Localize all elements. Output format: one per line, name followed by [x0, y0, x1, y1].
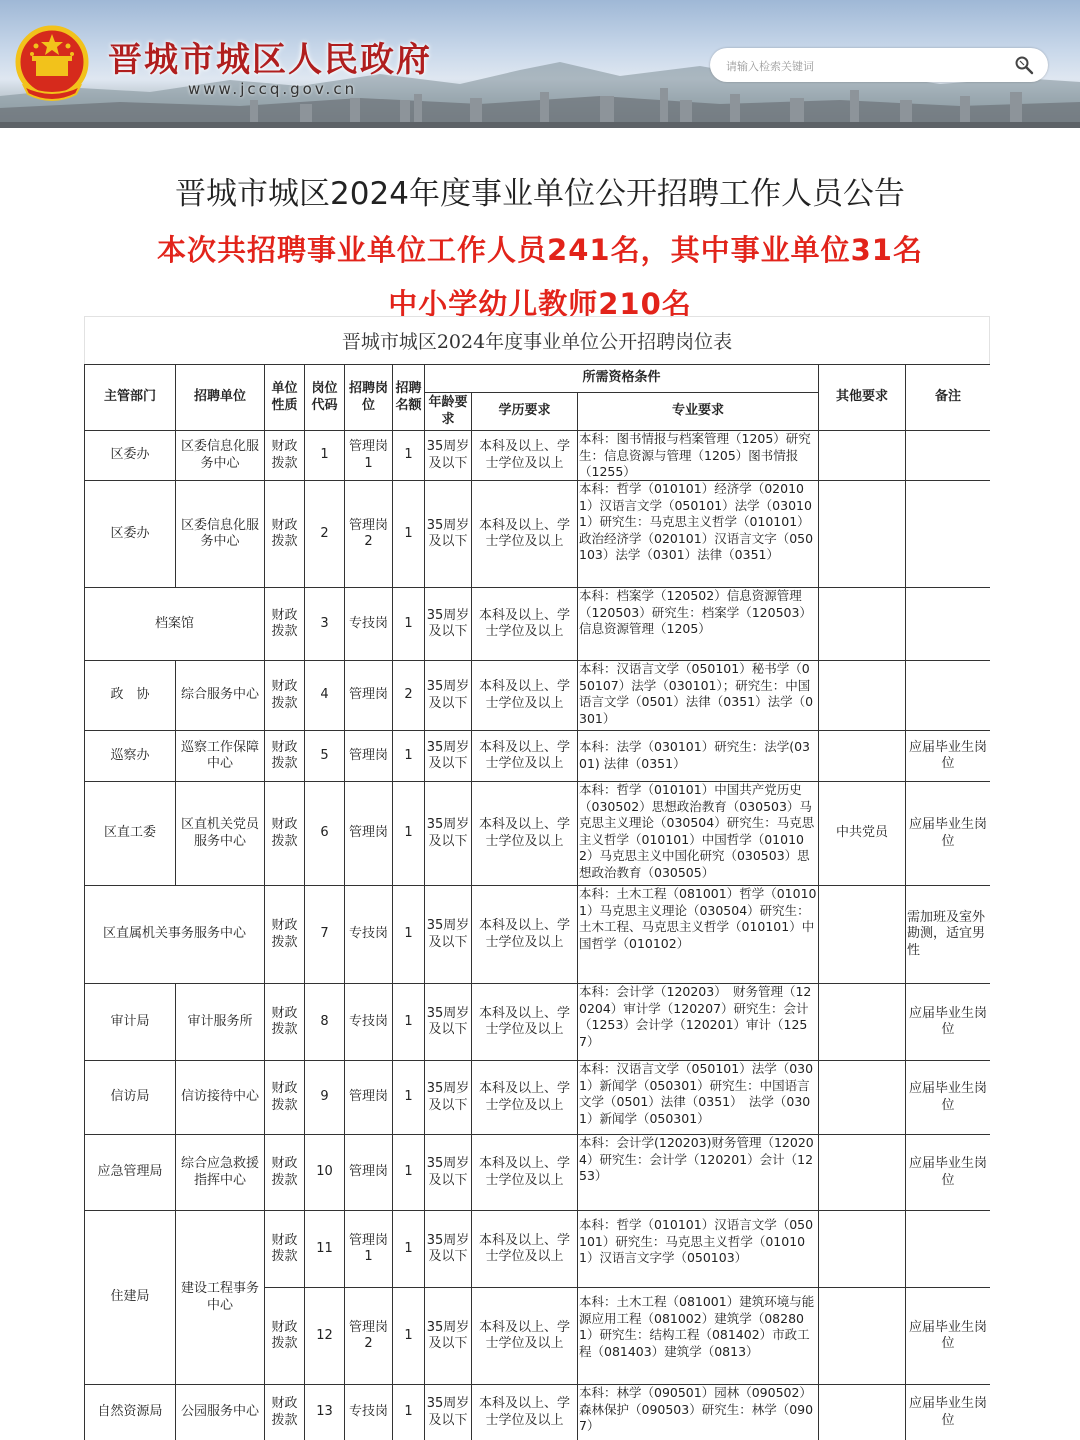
- cell-education: 本科及以上、学士学位及以上: [472, 984, 578, 1061]
- cell-age: 35周岁及以下: [425, 1211, 472, 1288]
- cell-major: [578, 1385, 819, 1440]
- cell-other: [819, 1211, 906, 1288]
- cell-other: [819, 1288, 906, 1385]
- search-icon[interactable]: [1014, 55, 1034, 75]
- major-text: 本科：汉语言文学（050101）秘书学（050107）法学（030101）；研究生：中国语言文学（0501）法律（0351）法学（0301）: [579, 661, 814, 726]
- header-code: 岗位代码: [305, 365, 345, 431]
- cell-other: [819, 731, 906, 782]
- table-row: [85, 1385, 991, 1440]
- cell-code: 2: [305, 481, 345, 588]
- cell-other: 中共党员: [819, 782, 906, 886]
- cell-other: [819, 588, 906, 661]
- cell-unit: 公园服务中心: [176, 1385, 265, 1440]
- cell-post: 管理岗1: [345, 1211, 393, 1288]
- cell-count: 1: [393, 984, 425, 1061]
- cell-post: 专技岗: [345, 984, 393, 1061]
- cell-code: 6: [305, 782, 345, 886]
- major-text: 本科：林学（090501）园林（090502）森林保护（090503）研究生：林学（0907）: [579, 1385, 814, 1433]
- cell-education: 本科及以上、学士学位及以上: [472, 782, 578, 886]
- header-qualifications: 所需资格条件: [425, 365, 819, 393]
- cell-dept: 巡察办: [85, 731, 176, 782]
- cell-education: 本科及以上、学士学位及以上: [472, 431, 578, 481]
- cell-nature: 财政拨款: [265, 1211, 305, 1288]
- cell-nature: 财政拨款: [265, 731, 305, 782]
- cell-major: [578, 1288, 819, 1385]
- cell-post: 专技岗: [345, 588, 393, 661]
- table-row: [85, 1211, 991, 1288]
- cell-other: [819, 1385, 906, 1440]
- cell-unit: 信访接待中心: [176, 1061, 265, 1135]
- cell-unit: 区委信息化服务中心: [176, 481, 265, 588]
- cell-code: 8: [305, 984, 345, 1061]
- cell-note: 应届毕业生岗位: [906, 1288, 990, 1385]
- major-text: 本科：档案学（120502）信息资源管理（120503）研究生：档案学（120503）信息资源管理（1205）: [579, 588, 812, 636]
- header-education: 学历要求: [472, 393, 578, 431]
- major-text: 本科：哲学（010101）经济学（020101）汉语言文学（050101）法学（030101）研究生：马克思主义哲学（010101）政治经济学（020101）汉语言文字（050103）法学（0301）法律（0351）: [579, 481, 814, 562]
- cell-count: 1: [393, 1288, 425, 1385]
- header-post: 招聘岗位: [345, 365, 393, 431]
- cell-dept: 区委办: [85, 481, 176, 588]
- cell-other: [819, 1061, 906, 1135]
- cell-code: 5: [305, 731, 345, 782]
- cell-dept: 档案馆: [85, 588, 265, 661]
- cell-education: 本科及以上、学士学位及以上: [472, 886, 578, 984]
- cell-major: [578, 886, 819, 984]
- highlight-line-1: 本次共招聘事业单位工作人员241名，其中事业单位31名: [157, 233, 923, 267]
- cell-nature: 财政拨款: [265, 782, 305, 886]
- cell-note: 应届毕业生岗位: [906, 1135, 990, 1211]
- table-row: [85, 731, 991, 782]
- cell-education: 本科及以上、学士学位及以上: [472, 1288, 578, 1385]
- cell-nature: 财政拨款: [265, 1135, 305, 1211]
- cell-other: [819, 481, 906, 588]
- cell-count: 1: [393, 481, 425, 588]
- cell-education: 本科及以上、学士学位及以上: [472, 481, 578, 588]
- major-text: 本科：土木工程（081001）哲学（010101）马克思主义理论（030504）研究生：土木工程、马克思主义哲学（010101）中国哲学（010102）: [579, 886, 817, 951]
- cell-post: 管理岗2: [345, 481, 393, 588]
- table-caption: 晋城市城区2024年度事业单位公开招聘岗位表: [84, 316, 990, 364]
- search-input[interactable]: [724, 56, 998, 76]
- major-text: 本科：会计学（120203） 财务管理（120204）审计学（120207）研究生：会计（1253）会计学（120201）审计（1257）: [579, 984, 812, 1049]
- cell-major: [578, 782, 819, 886]
- cell-nature: 财政拨款: [265, 588, 305, 661]
- cell-code: 3: [305, 588, 345, 661]
- cell-post: 管理岗: [345, 1135, 393, 1211]
- table-row: [85, 661, 991, 731]
- cell-note: 应届毕业生岗位: [906, 1061, 990, 1135]
- cell-note: 应届毕业生岗位: [906, 731, 990, 782]
- cell-code: 4: [305, 661, 345, 731]
- cell-major: [578, 1211, 819, 1288]
- major-text: 本科：土木工程（081001）建筑环境与能源应用工程（081002）建筑学（082801）研究生：结构工程（081402）市政工程（081403）建筑学（0813）: [579, 1294, 815, 1359]
- header-dept: 主管部门: [85, 365, 176, 431]
- cell-age: 35周岁及以下: [425, 661, 472, 731]
- cell-nature: 财政拨款: [265, 984, 305, 1061]
- cell-code: 13: [305, 1385, 345, 1440]
- cell-nature: 财政拨款: [265, 1385, 305, 1440]
- table-row: [85, 431, 991, 481]
- cell-note: 应届毕业生岗位: [906, 984, 990, 1061]
- job-table-body: [85, 431, 991, 1440]
- cell-age: 35周岁及以下: [425, 886, 472, 984]
- cell-age: 35周岁及以下: [425, 431, 472, 481]
- header-other: 其他要求: [819, 365, 906, 431]
- cell-unit: 审计服务所: [176, 984, 265, 1061]
- cell-count: 1: [393, 1135, 425, 1211]
- cell-unit: 区委信息化服务中心: [176, 431, 265, 481]
- national-emblem-icon: [14, 24, 90, 104]
- header-age: 年龄要求: [425, 393, 472, 431]
- cell-note: [906, 661, 990, 731]
- cell-post: 管理岗2: [345, 1288, 393, 1385]
- header-unit: 招聘单位: [176, 365, 265, 431]
- cell-nature: 财政拨款: [265, 886, 305, 984]
- cell-education: 本科及以上、学士学位及以上: [472, 731, 578, 782]
- table-row: [85, 1135, 991, 1211]
- cell-major: [578, 1061, 819, 1135]
- cell-count: 1: [393, 431, 425, 481]
- cell-count: 1: [393, 1385, 425, 1440]
- cell-note: [906, 1211, 990, 1288]
- cell-dept: 住建局: [85, 1211, 176, 1385]
- major-text: 本科：法学（030101）研究生：法学(0301) 法律（0351）: [579, 739, 811, 771]
- cell-dept: 区直属机关事务服务中心: [85, 886, 265, 984]
- cell-code: 7: [305, 886, 345, 984]
- cell-nature: 财政拨款: [265, 481, 305, 588]
- job-table: [84, 364, 990, 1440]
- cell-age: 35周岁及以下: [425, 782, 472, 886]
- cell-unit: 综合服务中心: [176, 661, 265, 731]
- cell-age: 35周岁及以下: [425, 984, 472, 1061]
- article-title: 晋城市城区2024年度事业单位公开招聘工作人员公告: [175, 176, 905, 212]
- cell-code: 10: [305, 1135, 345, 1211]
- cell-note: 应届毕业生岗位: [906, 782, 990, 886]
- cell-unit: 区直机关党员服务中心: [176, 782, 265, 886]
- cell-code: 11: [305, 1211, 345, 1288]
- major-text: 本科：会计学(120203)财务管理（120204）研究生：会计学（120201）会计（1253）: [579, 1135, 814, 1183]
- major-text: 本科：哲学（010101）中国共产党历史（030502）思想政治教育（030503）马克思主义理论（030504）研究生：马克思主义哲学（010101）中国哲学（010102）马克思主义中国化研究（030503）思想政治教育（030505）: [579, 782, 815, 880]
- cell-education: 本科及以上、学士学位及以上: [472, 588, 578, 661]
- table-row: [85, 782, 991, 886]
- cell-nature: 财政拨款: [265, 661, 305, 731]
- site-banner: [0, 0, 1080, 128]
- cell-major: [578, 661, 819, 731]
- table-row: [85, 588, 991, 661]
- major-text: 本科：汉语言文学（050101）法学（0301）新闻学（050301）研究生：中国语言文学（0501）法律（0351） 法学（0301）新闻学（050301）: [579, 1061, 814, 1126]
- cell-other: [819, 661, 906, 731]
- cell-age: 35周岁及以下: [425, 1061, 472, 1135]
- cell-age: 35周岁及以下: [425, 588, 472, 661]
- table-row: [85, 886, 991, 984]
- cell-count: 1: [393, 1061, 425, 1135]
- cell-code: 12: [305, 1288, 345, 1385]
- site-title[interactable]: 晋城市城区人民政府: [108, 40, 432, 80]
- cell-major: [578, 481, 819, 588]
- cell-unit: 综合应急救援指挥中心: [176, 1135, 265, 1211]
- site-domain: www.jccq.gov.cn: [188, 80, 358, 98]
- cell-major: [578, 588, 819, 661]
- job-table-container: [84, 316, 990, 1440]
- cell-note: 应届毕业生岗位: [906, 1385, 990, 1440]
- cell-major: [578, 1135, 819, 1211]
- header-note: 备注: [906, 365, 990, 431]
- cell-count: 1: [393, 1211, 425, 1288]
- cell-age: 35周岁及以下: [425, 481, 472, 588]
- cell-unit: 巡察工作保障中心: [176, 731, 265, 782]
- cell-age: 35周岁及以下: [425, 731, 472, 782]
- cell-dept: 区委办: [85, 431, 176, 481]
- header-major: 专业要求: [578, 393, 819, 431]
- major-text: 本科：图书情报与档案管理（1205）研究生：信息资源与管理（1205）图书情报（1255）: [579, 431, 811, 479]
- cell-note: [906, 431, 990, 481]
- cell-nature: 财政拨款: [265, 431, 305, 481]
- cell-post: 管理岗: [345, 782, 393, 886]
- cell-post: 管理岗1: [345, 431, 393, 481]
- cell-count: 1: [393, 588, 425, 661]
- table-row: [85, 481, 991, 588]
- cell-other: [819, 886, 906, 984]
- cell-dept: 审计局: [85, 984, 176, 1061]
- cell-major: [578, 984, 819, 1061]
- highlight-line-2: 中小学幼儿教师210名: [388, 287, 692, 321]
- cell-code: 9: [305, 1061, 345, 1135]
- cell-nature: 财政拨款: [265, 1288, 305, 1385]
- major-text: 本科：哲学（010101）汉语言文学（050101）研究生：马克思主义哲学（010101）汉语言文字学（050103）: [579, 1217, 814, 1265]
- cell-age: 35周岁及以下: [425, 1385, 472, 1440]
- cell-age: 35周岁及以下: [425, 1135, 472, 1211]
- cell-count: 1: [393, 886, 425, 984]
- cell-nature: 财政拨款: [265, 1061, 305, 1135]
- cell-dept: 信访局: [85, 1061, 176, 1135]
- cell-dept: 自然资源局: [85, 1385, 176, 1440]
- cell-post: 专技岗: [345, 1385, 393, 1440]
- cell-count: 1: [393, 782, 425, 886]
- table-row: [85, 1061, 991, 1135]
- cell-post: 管理岗: [345, 661, 393, 731]
- cell-dept: 区直工委: [85, 782, 176, 886]
- cell-unit: 建设工程事务中心: [176, 1211, 265, 1385]
- table-row: [85, 984, 991, 1061]
- cell-education: 本科及以上、学士学位及以上: [472, 1385, 578, 1440]
- header-count: 招聘名额: [393, 365, 425, 431]
- cell-dept: 政 协: [85, 661, 176, 731]
- cell-note: 需加班及室外勘测，适宜男性: [906, 886, 990, 984]
- cell-major: [578, 731, 819, 782]
- cell-other: [819, 431, 906, 481]
- cell-education: 本科及以上、学士学位及以上: [472, 661, 578, 731]
- cell-other: [819, 984, 906, 1061]
- cell-note: [906, 588, 990, 661]
- cell-note: [906, 481, 990, 588]
- cell-education: 本科及以上、学士学位及以上: [472, 1211, 578, 1288]
- cell-education: 本科及以上、学士学位及以上: [472, 1135, 578, 1211]
- cell-major: [578, 431, 819, 481]
- search-box: [710, 48, 1048, 82]
- header-nature: 单位性质: [265, 365, 305, 431]
- cell-age: 35周岁及以下: [425, 1288, 472, 1385]
- cell-post: 管理岗: [345, 731, 393, 782]
- cell-post: 专技岗: [345, 886, 393, 984]
- cell-dept: 应急管理局: [85, 1135, 176, 1211]
- cell-post: 管理岗: [345, 1061, 393, 1135]
- cell-code: 1: [305, 431, 345, 481]
- cell-count: 1: [393, 731, 425, 782]
- cell-other: [819, 1135, 906, 1211]
- cell-count: 2: [393, 661, 425, 731]
- cell-education: 本科及以上、学士学位及以上: [472, 1061, 578, 1135]
